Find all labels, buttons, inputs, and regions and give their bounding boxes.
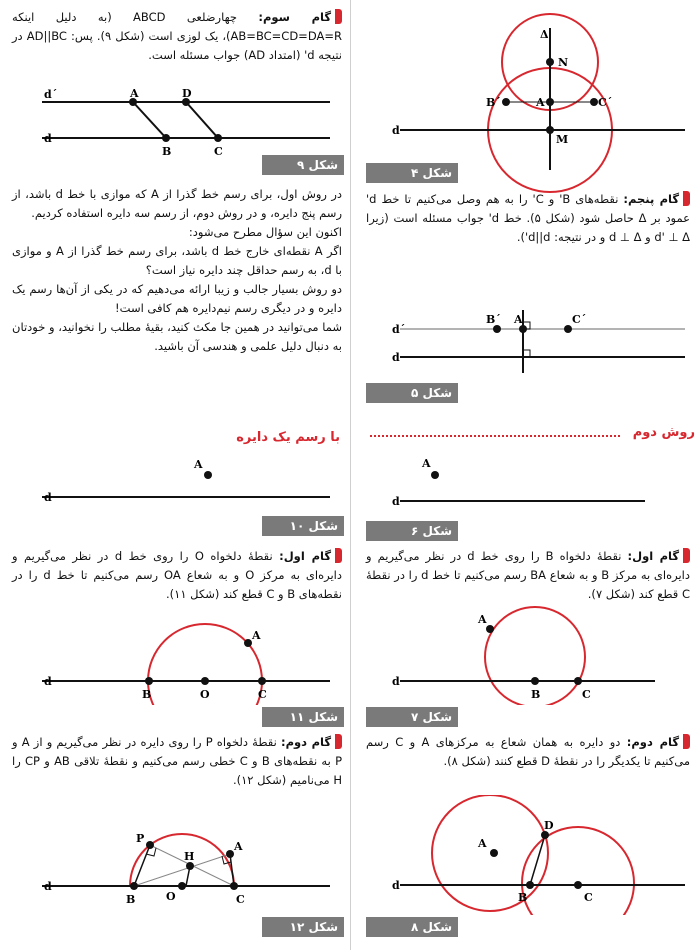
figure-5 (390, 305, 690, 375)
point-A (431, 471, 439, 479)
label-A: A (478, 837, 487, 850)
point-O (178, 882, 186, 890)
point-center (546, 126, 554, 134)
point-C (574, 677, 582, 685)
point-B (145, 677, 153, 685)
step-2-title: گام دوم: (280, 735, 332, 749)
label-C: C (258, 688, 267, 701)
step-1-title: گام اول: (627, 549, 680, 563)
point-C (590, 98, 598, 106)
point-B (130, 882, 138, 890)
label-M: M (556, 133, 569, 146)
bullet-marker (683, 734, 690, 749)
figure-5-caption: شکل ۵ (366, 383, 458, 403)
point-P (146, 841, 154, 849)
label-B: B (531, 688, 541, 701)
discussion-text (12, 185, 342, 356)
label-d: d (392, 675, 400, 688)
label-d: d (44, 132, 52, 145)
figure-9 (30, 85, 340, 160)
step-2-title: گام دوم: (626, 735, 680, 749)
figure-7-caption: شکل ۷ (366, 707, 458, 727)
label-H: H (184, 850, 195, 863)
step-3-title: گام سوم: (258, 10, 332, 24)
step-5-paragraph (366, 190, 690, 247)
figure-8 (390, 795, 690, 915)
label-d: d (44, 491, 52, 504)
label-O: O (166, 890, 176, 903)
figure-8-caption: شکل ۸ (366, 917, 458, 937)
label-N: N (558, 56, 569, 69)
label-B: B (126, 893, 136, 906)
step-2-text: نقطهٔ دلخواه P را روی دایره در نظر می‌گیریم و از A و P به نقطه‌های B و C خطی رسم می‌کنیم و نقطهٔ تلاقی AB و CP را H می‌نامیم (شکل ۱۲). (12, 735, 342, 787)
method-2-step-2-paragraph (366, 733, 690, 771)
label-A: A (422, 457, 431, 470)
bullet-marker (335, 734, 342, 749)
paragraph-2: اکنون این سؤال مطرح می‌شود: (188, 225, 342, 239)
point-B (162, 134, 170, 142)
segment-AB (133, 102, 166, 138)
step-1-text: نقطهٔ دلخواه B را روی خط d در نظر می‌گیریم و دایره‌ای به مرکز B و به شعاع BA رسم می‌کنیم تا خط d را در نقطهٔ C قطع کند (شکل ۷). (366, 549, 690, 601)
point-A (226, 850, 234, 858)
point-B (526, 881, 534, 889)
label-C: C´ (572, 313, 587, 326)
point-N (546, 58, 554, 66)
step-5-title: گام پنجم: (623, 192, 680, 206)
method-2-step-1-paragraph (366, 547, 690, 604)
label-dprime: d´ (44, 88, 58, 101)
one-circle-step-2-paragraph (12, 733, 342, 790)
label-A: A (478, 613, 487, 626)
point-A (490, 849, 498, 857)
figure-11-caption: شکل ۱۱ (262, 707, 344, 727)
label-A: A (514, 313, 523, 326)
method-2-heading: روش دوم (632, 425, 695, 440)
point-B (502, 98, 510, 106)
label-dprime: d´ (392, 323, 406, 336)
figure-10 (30, 455, 340, 510)
paragraph-1: در روش اول، برای رسم خط گذرا از A که موازی با خط d باشد، از رسم پنج دایره، و در روش دوم، از رسم سه دایره استفاده کردیم. (12, 187, 343, 220)
label-d: d (392, 351, 400, 364)
figure-10-caption: شکل ۱۰ (262, 516, 344, 536)
label-P: P (136, 832, 145, 845)
label-B: B (162, 145, 172, 158)
point-B (531, 677, 539, 685)
label-d: d (44, 675, 52, 688)
label-d: d (392, 495, 400, 508)
column-divider (350, 0, 351, 950)
label-B: B (518, 891, 528, 904)
step-5-text: نقطه‌های B' و C' را به هم وصل می‌کنیم تا خط d' عمود بر Δ حاصل شود (شکل ۵). خط d' جواب مسئله است (زیرا d' ⊥ Δ و d ⊥ Δ و در نتیجه: d||d'). (366, 192, 691, 244)
label-D: D (182, 87, 192, 100)
point-A (546, 98, 554, 106)
label-C: C (214, 145, 223, 158)
point-H (186, 862, 194, 870)
section-heading-one-circle: با رسم یک دایره (236, 430, 340, 445)
right-column (360, 0, 700, 950)
step-3-paragraph (12, 8, 342, 65)
circle-C (522, 827, 634, 915)
figure-4-caption: شکل ۴ (366, 163, 458, 183)
point-O (201, 677, 209, 685)
point-B (493, 325, 501, 333)
point-C (564, 325, 572, 333)
segment-PB (134, 845, 150, 886)
figure-6 (390, 455, 690, 515)
point-A (204, 471, 212, 479)
bullet-marker (683, 191, 690, 206)
figure-12 (30, 820, 340, 915)
point-D (541, 831, 549, 839)
one-circle-step-1-paragraph (12, 547, 342, 604)
figure-11 (30, 605, 340, 705)
step-1-text: نقطهٔ دلخواه O را روی خط d در نظر می‌گیریم و دایره‌ای به مرکز O و به شعاع OA رسم می‌کنیم تا خط d را در نقطه‌های B و C قطع کند (شکل ۱۱). (12, 549, 342, 601)
bullet-marker (683, 548, 690, 563)
label-d: d (392, 124, 400, 137)
label-d: d (392, 879, 400, 892)
point-A (519, 325, 527, 333)
label-B: B´ (486, 96, 501, 109)
step-2-text: دو دایره به همان شعاع به مرکزهای A و C رسم می‌کنیم تا یکدیگر را در نقطهٔ D قطع کنند (شکل ۸). (366, 735, 690, 768)
label-d: d (44, 880, 52, 893)
step-1-title: گام اول: (279, 549, 332, 563)
label-O: O (200, 688, 210, 701)
segment-BA (134, 854, 230, 886)
paragraph-3: اگر A نقطه‌ای خارج خط d باشد، برای رسم خط گذرا از A و موازی با d، به رسم حداقل چند دایره نیاز است؟ (12, 244, 342, 277)
label-A: A (194, 458, 203, 471)
point-C (258, 677, 266, 685)
figure-6-caption: شکل ۶ (366, 521, 458, 541)
label-C: C (236, 893, 245, 906)
label-A: A (130, 87, 139, 100)
label-A: A (234, 840, 243, 853)
step-3-text: چهارضلعی ABCD (به دلیل اینکه AB=BC=CD=DA=R)، یک لوزی است (شکل ۹). پس: AD||BC در نتیجه d' (امتداد AD) جواب مسئله است. (12, 10, 342, 62)
label-C: C (584, 891, 593, 904)
label-B: B´ (486, 313, 501, 326)
bullet-marker (335, 9, 342, 24)
point-C (574, 881, 582, 889)
right-angle-bottom (523, 350, 530, 357)
figure-9-caption: شکل ۹ (262, 155, 344, 175)
segment-DC (186, 102, 218, 138)
paragraph-5: شما می‌توانید در همین جا مکث کنید، بقیهٔ مطلب را نخوانید، و خودتان به دنبال دلیل علمی و هندسی آن باشید. (12, 320, 342, 353)
point-C (230, 882, 238, 890)
label-A: A (252, 629, 261, 642)
label-A: A (536, 96, 545, 109)
label-D: D (544, 819, 554, 832)
label-B: B (142, 688, 152, 701)
label-delta: Δ (540, 28, 549, 41)
label-C: C´ (598, 96, 613, 109)
label-C: C (582, 688, 591, 701)
point-A (486, 625, 494, 633)
figure-7 (390, 605, 690, 705)
point-A (244, 639, 252, 647)
figure-12-caption: شکل ۱۲ (262, 917, 344, 937)
bullet-marker (335, 548, 342, 563)
paragraph-4: دو روش بسیار جالب و زیبا ارائه می‌دهیم که در یکی از آن‌ها رسم یک دایره و در دیگری رسم نیم‌دایره هم کافی است! (12, 282, 342, 315)
point-C (214, 134, 222, 142)
heading-dotted-rule (370, 435, 620, 437)
